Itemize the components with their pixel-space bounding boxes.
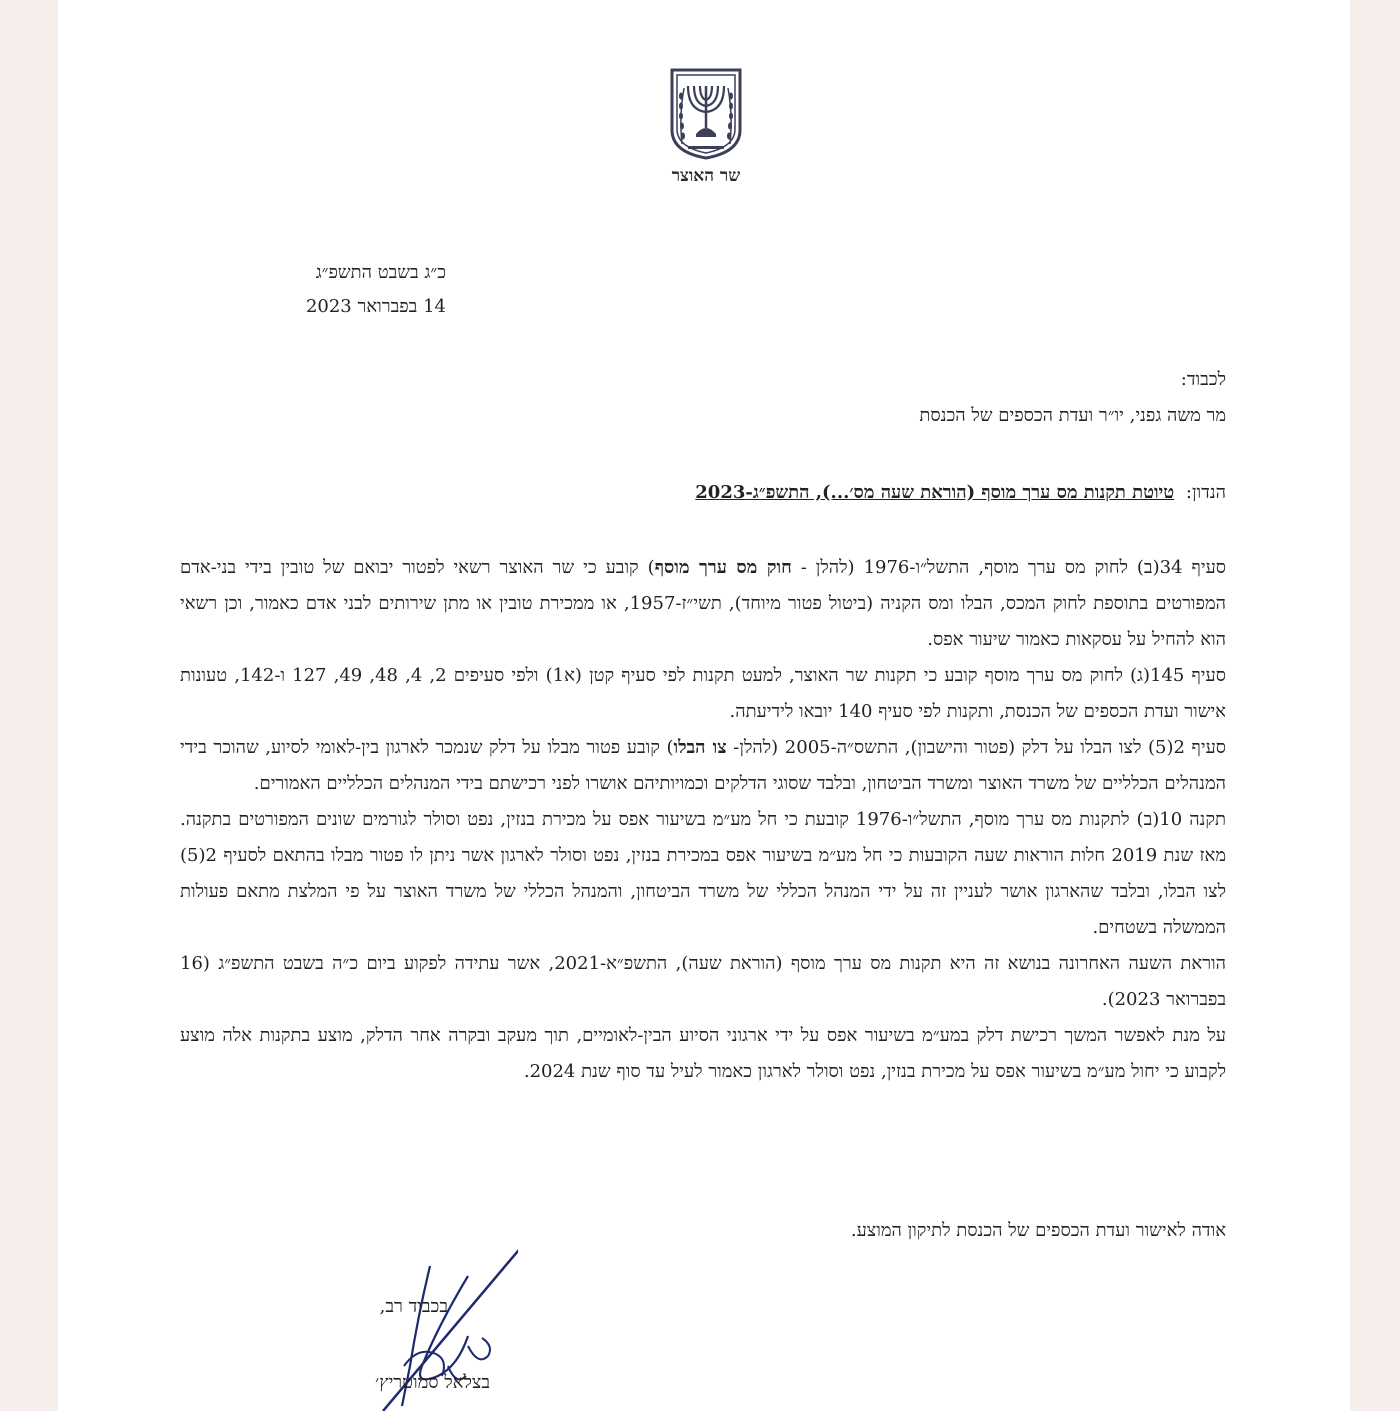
hebrew-date: כ״ג בשבט התשפ״ג [315, 262, 446, 283]
ministry-title: שר האוצר [671, 166, 741, 186]
recipient: מר משה גפני, יו״ר ועדת הכספים של הכנסת [919, 405, 1226, 426]
subject-line [695, 482, 1226, 503]
signer-name: בצלאל סמוטריץ׳ [375, 1372, 490, 1393]
paragraph-4: תקנה 10(ב) לתקנות מס ערך מוסף, התשל״ו-1976 קובעת כי חל מע״מ בשיעור אפס על מכירת בנזין, נפט וסולר לגורמים שונים המפורטים בתקנה. מאז שנת 2019 חלות הוראות שעה הקובעות כי חל מע״מ בשיעור אפס במכירת בנזין, נפט וסולר לארגון אשר ניתן לו פטור מבלו בהתאם לסעיף 2(5) לצו הבלו, ובלבד שהארגון אושר לעניין זה על ידי המנהל הכללי של משרד הביטחון, והמנהל הכללי של משרד האוצר על פי המלצת מתאם פעולות הממשלה בשטחים. [180, 809, 1227, 938]
paragraph-3-defined-term: צו הבלו [673, 737, 727, 758]
letter-date [306, 256, 446, 324]
subject-title: טיוטת תקנות מס ערך מוסף (הוראת שעה מס׳...), התשפ״ג-2023 [695, 482, 1175, 503]
closing-line: אודה לאישור ועדת הכספים של הכנסת לתיקון המוצע. [850, 1220, 1226, 1241]
letter-body [180, 550, 1226, 1090]
paragraph-1 [180, 550, 1226, 658]
paragraph-3-text-b: ) קובע פטור מבלו על דלק שנמכר לארגון בין-לאומי לסיוע, שהוכר בידי המנהלים הכלליים של משרד האוצר ומשרד הביטחון, ובלבד שסוגי הדלקים וכמויותיהם אושרו לפני רכישתם בידי המנהלים הכלליים האמורים. [180, 737, 1226, 794]
signature-block [318, 1226, 518, 1411]
addressee-block [919, 362, 1226, 434]
letter-page [58, 0, 1350, 1411]
paragraph-1-text-a: סעיף 34(ב) לחוק מס ערך מוסף, התשל״ו-1976 (להלן - [791, 557, 1226, 578]
paragraph-2: סעיף 145(ג) לחוק מס ערך מוסף קובע כי תקנות שר האוצר, למעט תקנות לפי סעיף קטן (א1) ולפי סעיפים 2, 4, 48, 49, 127 ו-142, טעונות אישור ועדת הכספים של הכנסת, ותקנות לפי סעיף 140 יובאו לידיעתה. [180, 665, 1226, 722]
salutation: לכבוד: [1180, 369, 1226, 390]
subject-label: הנדון: [1185, 482, 1226, 503]
signoff: בכבוד רב, [379, 1296, 448, 1317]
paragraph-6: על מנת לאפשר המשך רכישת דלק במע״מ בשיעור אפס על ידי ארגוני הסיוע הבין-לאומיים, תוך מעקב ובקרה אחר הדלק, מוצע בתקנות אלה מוצע לקבוע כי יחול מע״מ בשיעור אפס על מכירת בנזין, נפט וסולר לארגון כאמור לעיל עד סוף שנת 2024. [180, 1025, 1226, 1082]
paragraph-1-text-b: ) קובע כי שר האוצר רשאי לפטור יבואם של טובין בידי בני-אדם המפורטים בתוספת לחוק המכס, הבלו ומס הקניה (ביטול פטור מיוחד), תשי״ז-1957, או ממכירת טובין או מתן שירותים לבני אדם כאמור, וכן רשאי הוא להחיל על עסקאות כאמור שיעור אפס. [180, 557, 1226, 650]
paragraph-1-defined-term: חוק מס ערך מוסף [654, 557, 792, 578]
gregorian-date: 14 בפברואר 2023 [305, 296, 446, 317]
paragraph-5: הוראת השעה האחרונה בנושא זה היא תקנות מס ערך מוסף (הוראת שעה), התשפ״א-2021, אשר עתידה לפקוע ביום כ״ה בשבט התשפ״ג (16 בפברואר 2023). [180, 953, 1226, 1010]
state-emblem-icon [666, 66, 746, 160]
paragraph-3 [180, 730, 1226, 802]
paragraph-3-text-a: סעיף 2(5) לצו הבלו על דלק (פטור והישבון), התשס״ה-2005 (להלן- [726, 737, 1227, 758]
